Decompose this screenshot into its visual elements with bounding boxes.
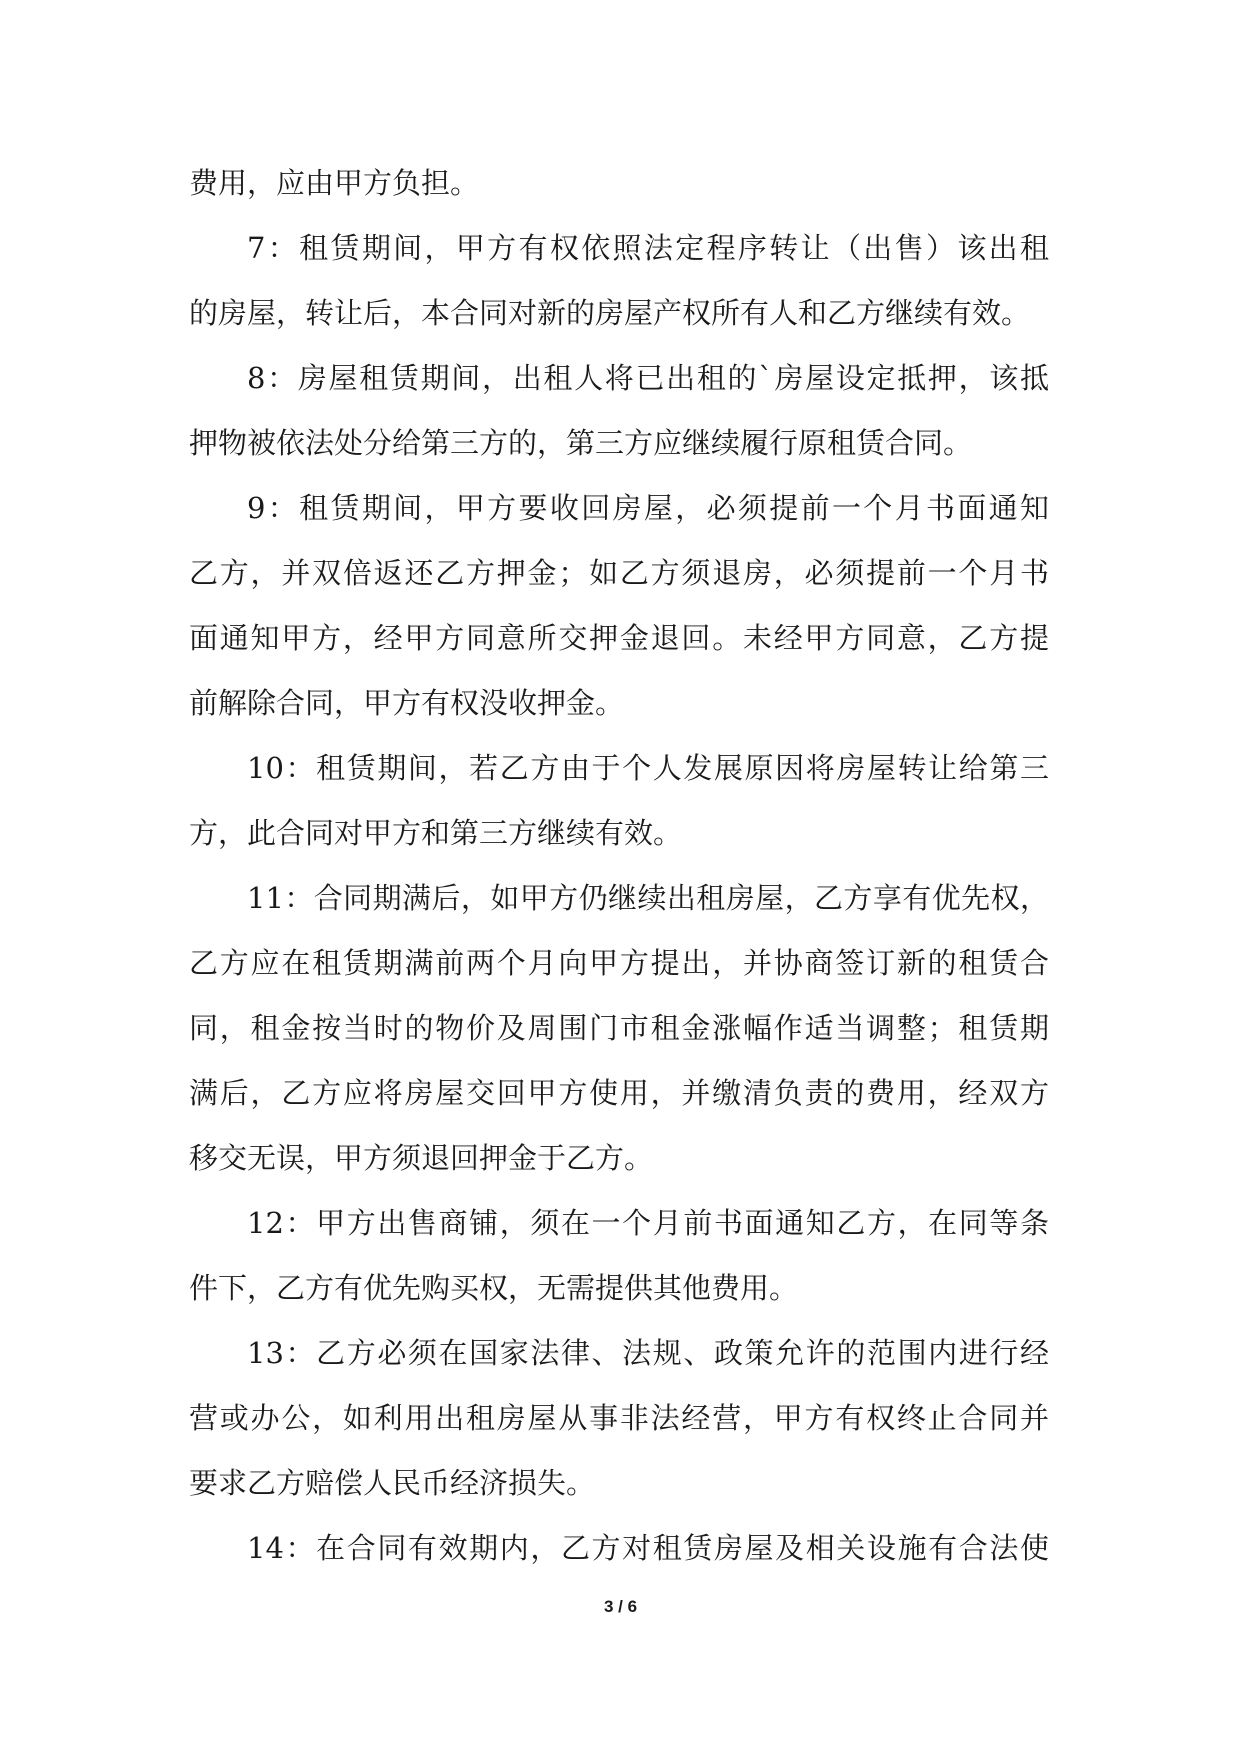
text-line: 移交无误，甲方须退回押金于乙方。 [189, 1141, 654, 1175]
text-line: 费用，应由甲方负担。 [189, 166, 480, 200]
page-number: 3 / 6 [603, 1597, 638, 1616]
clause-10: 10：租赁期间，若乙方由于个人发展原因将房屋转让给第三 [247, 751, 1049, 785]
text-line: 前解除合同，甲方有权没收押金。 [189, 686, 625, 720]
text-line: 满后，乙方应将房屋交回甲方使用，并缴清负责的费用，经双方 [189, 1076, 1049, 1110]
text-line: 乙方，并双倍返还乙方押金；如乙方须退房，必须提前一个月书 [189, 556, 1049, 590]
text-line: 乙方应在租赁期满前两个月向甲方提出，并协商签订新的租赁合 [189, 946, 1049, 980]
clause-7: 7：租赁期间，甲方有权依照法定程序转让（出售）该出租 [247, 231, 1049, 265]
text-line: 同，租金按当时的物价及周围门市租金涨幅作适当调整；租赁期 [189, 1011, 1049, 1045]
contract-body [189, 160, 1049, 1590]
clause-8: 8：房屋租赁期间，出租人将已出租的`房屋设定抵押，该抵 [247, 361, 1049, 395]
clause-11: 11：合同期满后，如甲方仍继续出租房屋，乙方享有优先权， [247, 881, 1049, 915]
text-line: 的房屋，转让后，本合同对新的房屋产权所有人和乙方继续有效。 [189, 296, 1031, 330]
clause-9: 9：租赁期间，甲方要收回房屋，必须提前一个月书面通知 [247, 491, 1049, 525]
text-line: 面通知甲方，经甲方同意所交押金退回。未经甲方同意，乙方提 [189, 621, 1049, 655]
text-line: 押物被依法处分给第三方的，第三方应继续履行原租赁合同。 [189, 426, 973, 460]
clause-12: 12：甲方出售商铺，须在一个月前书面通知乙方，在同等条 [247, 1206, 1049, 1240]
text-line: 方，此合同对甲方和第三方继续有效。 [189, 816, 683, 850]
text-line: 营或办公，如利用出租房屋从事非法经营，甲方有权终止合同并 [189, 1401, 1049, 1435]
text-line: 件下，乙方有优先购买权，无需提供其他费用。 [189, 1271, 799, 1305]
clause-13: 13：乙方必须在国家法律、法规、政策允许的范围内进行经 [247, 1336, 1049, 1370]
text-line: 要求乙方赔偿人民币经济损失。 [189, 1466, 596, 1500]
clause-14: 14：在合同有效期内，乙方对租赁房屋及相关设施有合法使 [247, 1531, 1049, 1565]
